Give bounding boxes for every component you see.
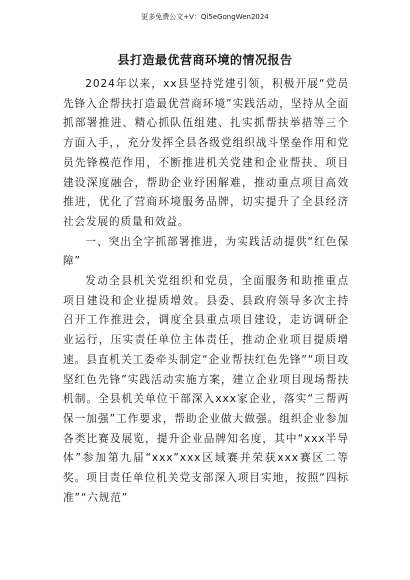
section-heading: 一、突出全字抓部署推进，为实践活动提供“红色保障” bbox=[63, 235, 349, 268]
document-body bbox=[63, 75, 349, 508]
document-title: 县打造最优营商环境的情况报告 bbox=[117, 53, 293, 67]
watermark-header: 更多免费公文+V：Qi5eGongWen2024 bbox=[141, 13, 269, 21]
intro-paragraph: 2024年以来，xx县坚持党建引领，积极开展“党员先锋入企帮扶打造最优营商环境”实践活动，坚持从全面抓部署推进、精心抓队伍组建、扎实抓帮扶举措等三个方面入手，，充分发挥全县各级党组织战斗堡垒作用和党员先锋模范作用，不断推进机关党建和企业帮扶、项目建设深度融合，帮助企业纾困解难，推动重点项目高效推进，优化了营商环境服务品牌，切实提升了全县经济社会发展的质量和效益。 bbox=[63, 78, 349, 228]
section-paragraph: 发动全县机关党组织和党员，全面服务和助推重点项目建设和企业提质增效。县委、县政府领导多次主持召开工作推进会，调度全县重点项目建设，走访调研企业运行，压实责任单位主体责任，推动企业项目提质增速。县直机关工委牵头制定“企业帮扶红色先锋”“项目攻坚红色先锋”实践活动实施方案，建立企业项目现场帮扶机制。全县机关单位干部深入xxx家企业，落实“三帮两保一加强”工作要求，帮助企业做大做强。组织企业参加各类比赛及展览，提升企业品牌知名度，其中“xxx半导体”参加第九届“xxx”xxx区域赛并荣获xxx赛区二等奖。项目责任单位机关党支部深入项目实地，按照“四标准”“六规范” bbox=[63, 275, 349, 504]
